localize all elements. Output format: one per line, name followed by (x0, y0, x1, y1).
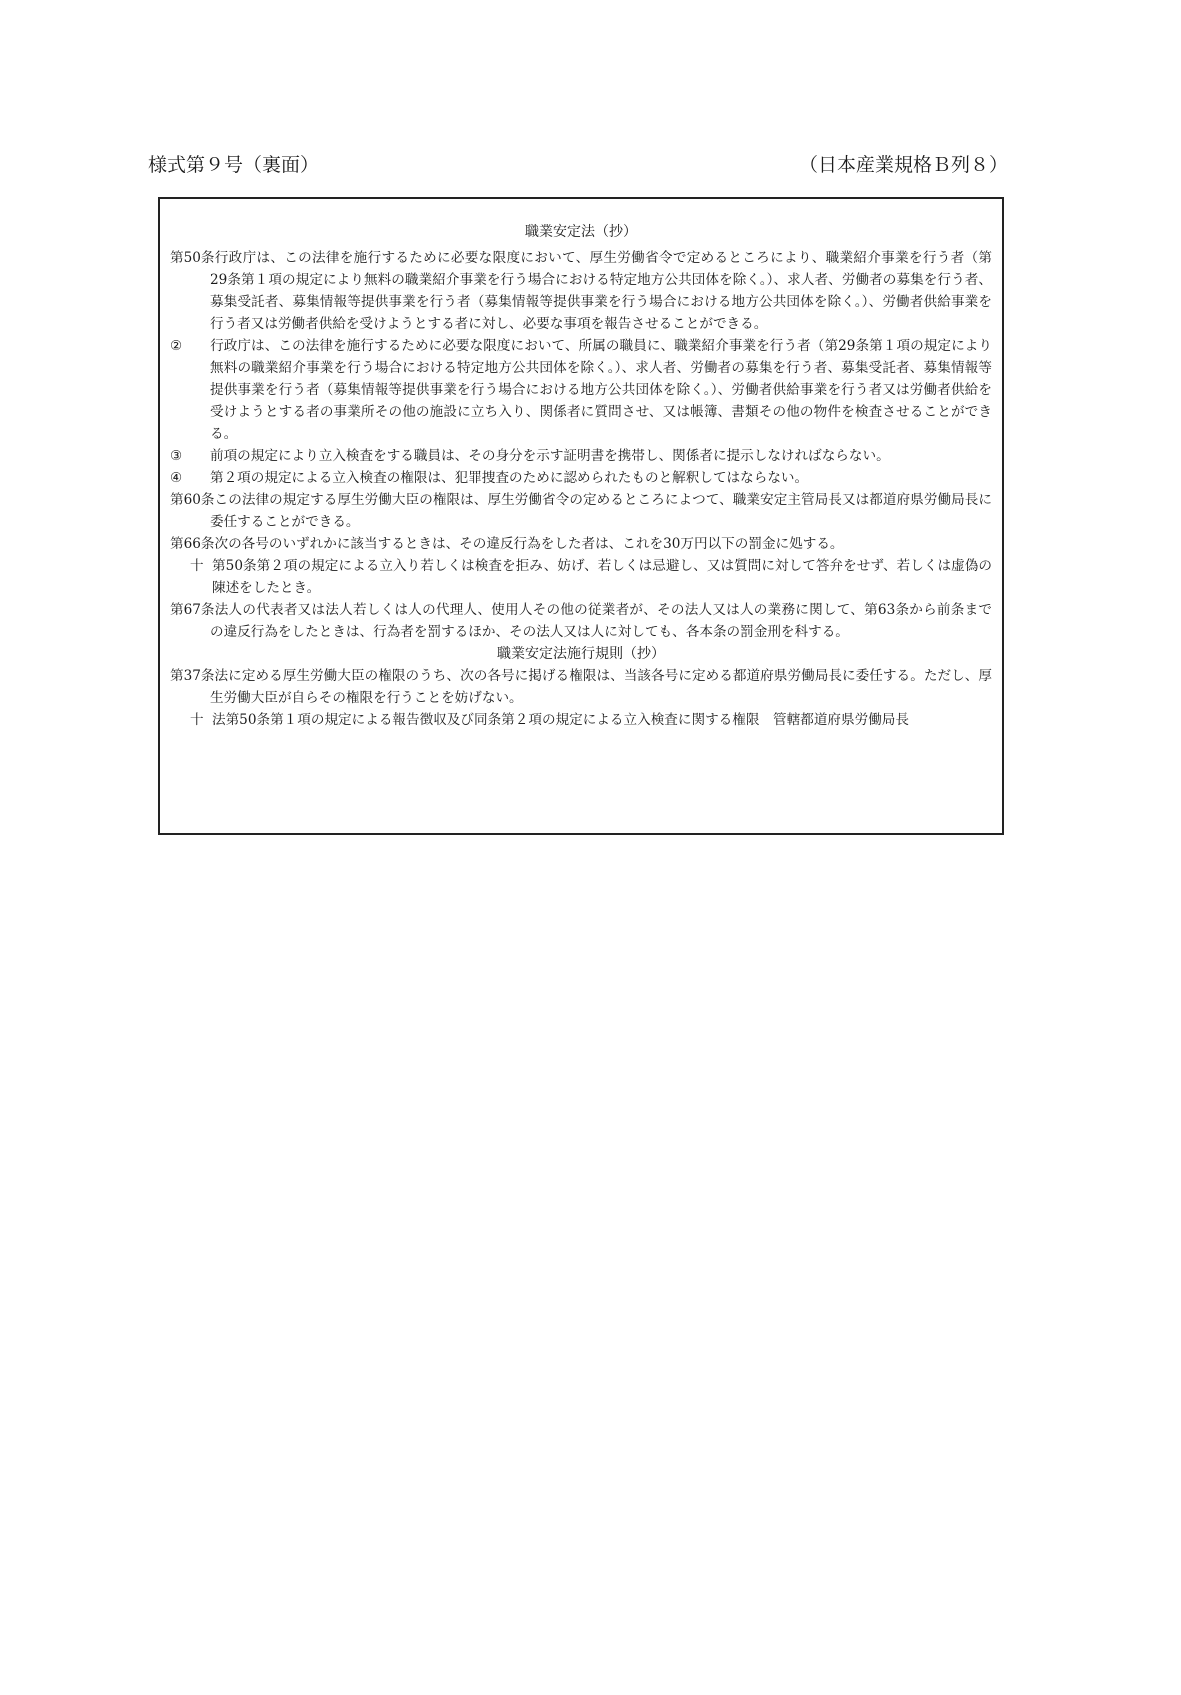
article-50-paragraph-2 (170, 335, 992, 445)
article-67 (170, 599, 992, 643)
article-50-text: 行政庁は、この法律を施行するために必要な限度において、厚生労働省令で定めるところにより、職業紹介事業を行う者（第29条第１項の規定により無料の職業紹介事業を行う場合における特定地方公共団体を除く。）、求人者、労働者の募集を行う者、募集受託者、募集情報等提供事業を行う者（募集情報等提供事業を行う場合における地方公共団体を除く。）、労働者供給事業を行う者又は労働者供給を受けようとする者に対し、必要な事項を報告させることができる。 (210, 250, 992, 332)
paragraph-4-lead: ④ (170, 470, 183, 486)
item-10-text: 第50条第２項の規定による立入り若しくは検査を拒み、妨げ、若しくは忌避し、又は質問に対して答弁をせず、若しくは虚偽の陳述をしたとき。 (212, 558, 992, 596)
rules-article-37-item-10 (170, 709, 992, 731)
item-10-lead: 十 (190, 558, 204, 574)
rules-article-37-text: 法に定める厚生労働大臣の権限のうち、次の各号に掲げる権限は、当該各号に定める都道府県労働局長に委任する。ただし、厚生労働大臣が自らその権限を行うことを妨げない。 (210, 668, 992, 706)
paragraph-3-lead: ③ (170, 448, 183, 464)
law-section-title: 職業安定法（抄） (525, 224, 637, 240)
paragraph-3-text: 前項の規定により立入検査をする職員は、その身分を示す証明書を携帯し、関係者に提示しなければならない。 (210, 448, 890, 464)
rules-item-10-lead: 十 (190, 712, 204, 728)
rules-section-title: 職業安定法施行規則（抄） (497, 646, 665, 662)
article-50 (170, 247, 992, 335)
article-50-paragraph-4 (170, 467, 992, 489)
rules-article-37 (170, 665, 992, 709)
article-67-lead: 第67条 (170, 602, 215, 618)
article-66-item-10 (170, 555, 992, 599)
article-66-lead: 第66条 (170, 536, 215, 552)
paragraph-4-text: 第２項の規定による立入検査の権限は、犯罪捜査のために認められたものと解釈してはならない。 (210, 470, 809, 486)
form-header (148, 152, 1008, 182)
paragraph-2-text: 行政庁は、この法律を施行するために必要な限度において、所属の職員に、職業紹介事業を行う者（第29条第１項の規定により無料の職業紹介事業を行う場合における特定地方公共団体を除く。）、求人者、労働者の募集を行う者、募集受託者、募集情報等提供事業を行う者（募集情報等提供事業を行う場合における地方公共団体を除く。）、労働者供給事業を行う者又は労働者供給を受けようとする者の事業所その他の施設に立ち入り、関係者に質問させ、又は帳簿、書類その他の物件を検査させることができる。 (210, 338, 992, 442)
article-60 (170, 489, 992, 533)
paragraph-2-lead: ② (170, 338, 183, 354)
article-50-paragraph-3 (170, 445, 992, 467)
article-60-text: この法律の規定する厚生労働大臣の権限は、厚生労働省令の定めるところによつて、職業安定主管局長又は都道府県労働局長に委任することができる。 (210, 492, 992, 530)
rules-article-37-lead: 第37条 (170, 668, 215, 684)
article-60-lead: 第60条 (170, 492, 215, 508)
form-number: 様式第９号（裏面） (148, 154, 320, 176)
article-50-lead: 第50条 (170, 250, 215, 266)
article-67-text: 法人の代表者又は法人若しくは人の代理人、使用人その他の従業者が、その法人又は人の業務に関して、第63条から前条までの違反行為をしたときは、行為者を罰するほか、その法人又は人に対しても、各本条の罰金刑を科する。 (210, 602, 992, 640)
paper-size-label: （日本産業規格Ｂ列８） (798, 154, 1008, 176)
article-66-text: 次の各号のいずれかに該当するときは、その違反行為をした者は、これを30万円以下の罰金に処する。 (214, 536, 844, 552)
law-excerpt-box (158, 197, 1004, 835)
rules-item-10-text: 法第50条第１項の規定による報告徴収及び同条第２項の規定による立入検査に関する権限 管轄都道府県労働局長 (212, 712, 909, 728)
article-66 (170, 533, 992, 555)
